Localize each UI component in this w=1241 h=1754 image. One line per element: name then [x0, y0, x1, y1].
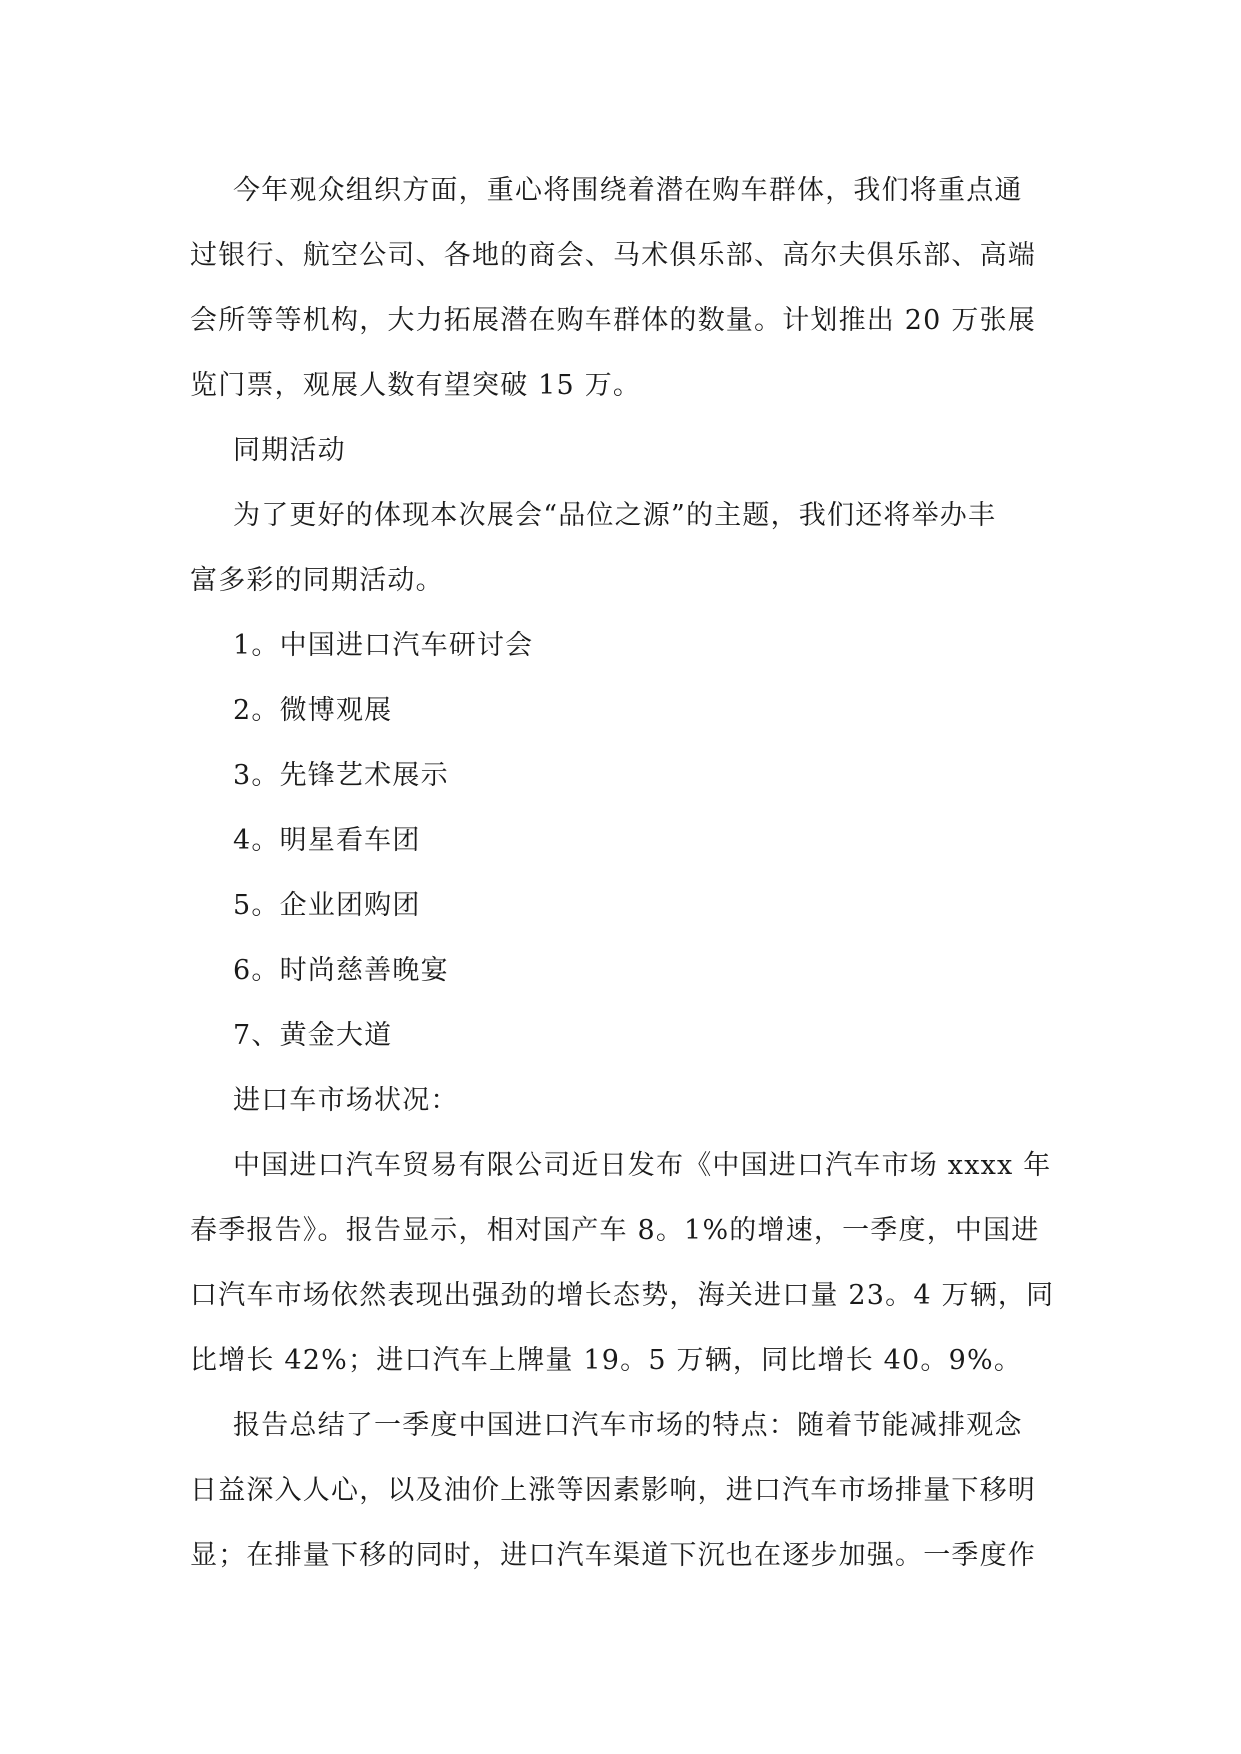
text-line: 比增长 42%；进口汽车上牌量 19。5 万辆，同比增长 40。9%。 — [190, 1345, 1023, 1376]
text-line: 会所等等机构，大力拓展潜在购车群体的数量。计划推出 20 万张展 — [190, 305, 1036, 336]
event-list — [190, 613, 1060, 1068]
text-line: 为了更好的体现本次展会“品位之源”的主题，我们还将举办丰 — [233, 500, 997, 531]
list-item: 5。企业团购团 — [233, 890, 421, 921]
section-heading-events — [190, 418, 1060, 483]
text-line: 报告总结了一季度中国进口汽车市场的特点：随着节能减排观念 — [233, 1410, 1023, 1441]
list-item: 6。时尚慈善晚宴 — [233, 955, 449, 986]
text-line: 过银行、航空公司、各地的商会、马术俱乐部、高尔夫俱乐部、高端 — [190, 240, 1036, 271]
text-line: 览门票，观展人数有望突破 15 万。 — [190, 370, 642, 401]
paragraph-events-intro — [190, 483, 1060, 613]
section-heading-market — [190, 1068, 1060, 1133]
list-item: 1。中国进口汽车研讨会 — [233, 630, 534, 661]
list-item: 2。微博观展 — [233, 695, 393, 726]
text-line: 显；在排量下移的同时，进口汽车渠道下沉也在逐步加强。一季度作 — [190, 1540, 1036, 1571]
text-line: 今年观众组织方面，重心将围绕着潜在购车群体，我们将重点通 — [233, 175, 1023, 206]
list-item: 4。明星看车团 — [233, 825, 421, 856]
paragraph-audience — [190, 158, 1060, 418]
paragraph-market-summary — [190, 1393, 1060, 1588]
list-item: 3。先锋艺术展示 — [233, 760, 449, 791]
text-line: 中国进口汽车贸易有限公司近日发布《中国进口汽车市场 xxxx 年 — [233, 1150, 1052, 1181]
text-line: 同期活动 — [233, 435, 346, 466]
text-line: 春季报告》。报告显示，相对国产车 8。1%的增速，一季度，中国进 — [190, 1215, 1040, 1246]
text-line: 日益深入人心，以及油价上涨等因素影响，进口汽车市场排量下移明 — [190, 1475, 1036, 1506]
list-item: 7、黄金大道 — [233, 1020, 393, 1051]
paragraph-market-report — [190, 1133, 1060, 1393]
text-line: 富多彩的同期活动。 — [190, 565, 444, 596]
text-line: 进口车市场状况： — [233, 1085, 459, 1116]
text-line: 口汽车市场依然表现出强劲的增长态势，海关进口量 23。4 万辆，同 — [190, 1280, 1055, 1311]
document-page — [190, 158, 1060, 1588]
